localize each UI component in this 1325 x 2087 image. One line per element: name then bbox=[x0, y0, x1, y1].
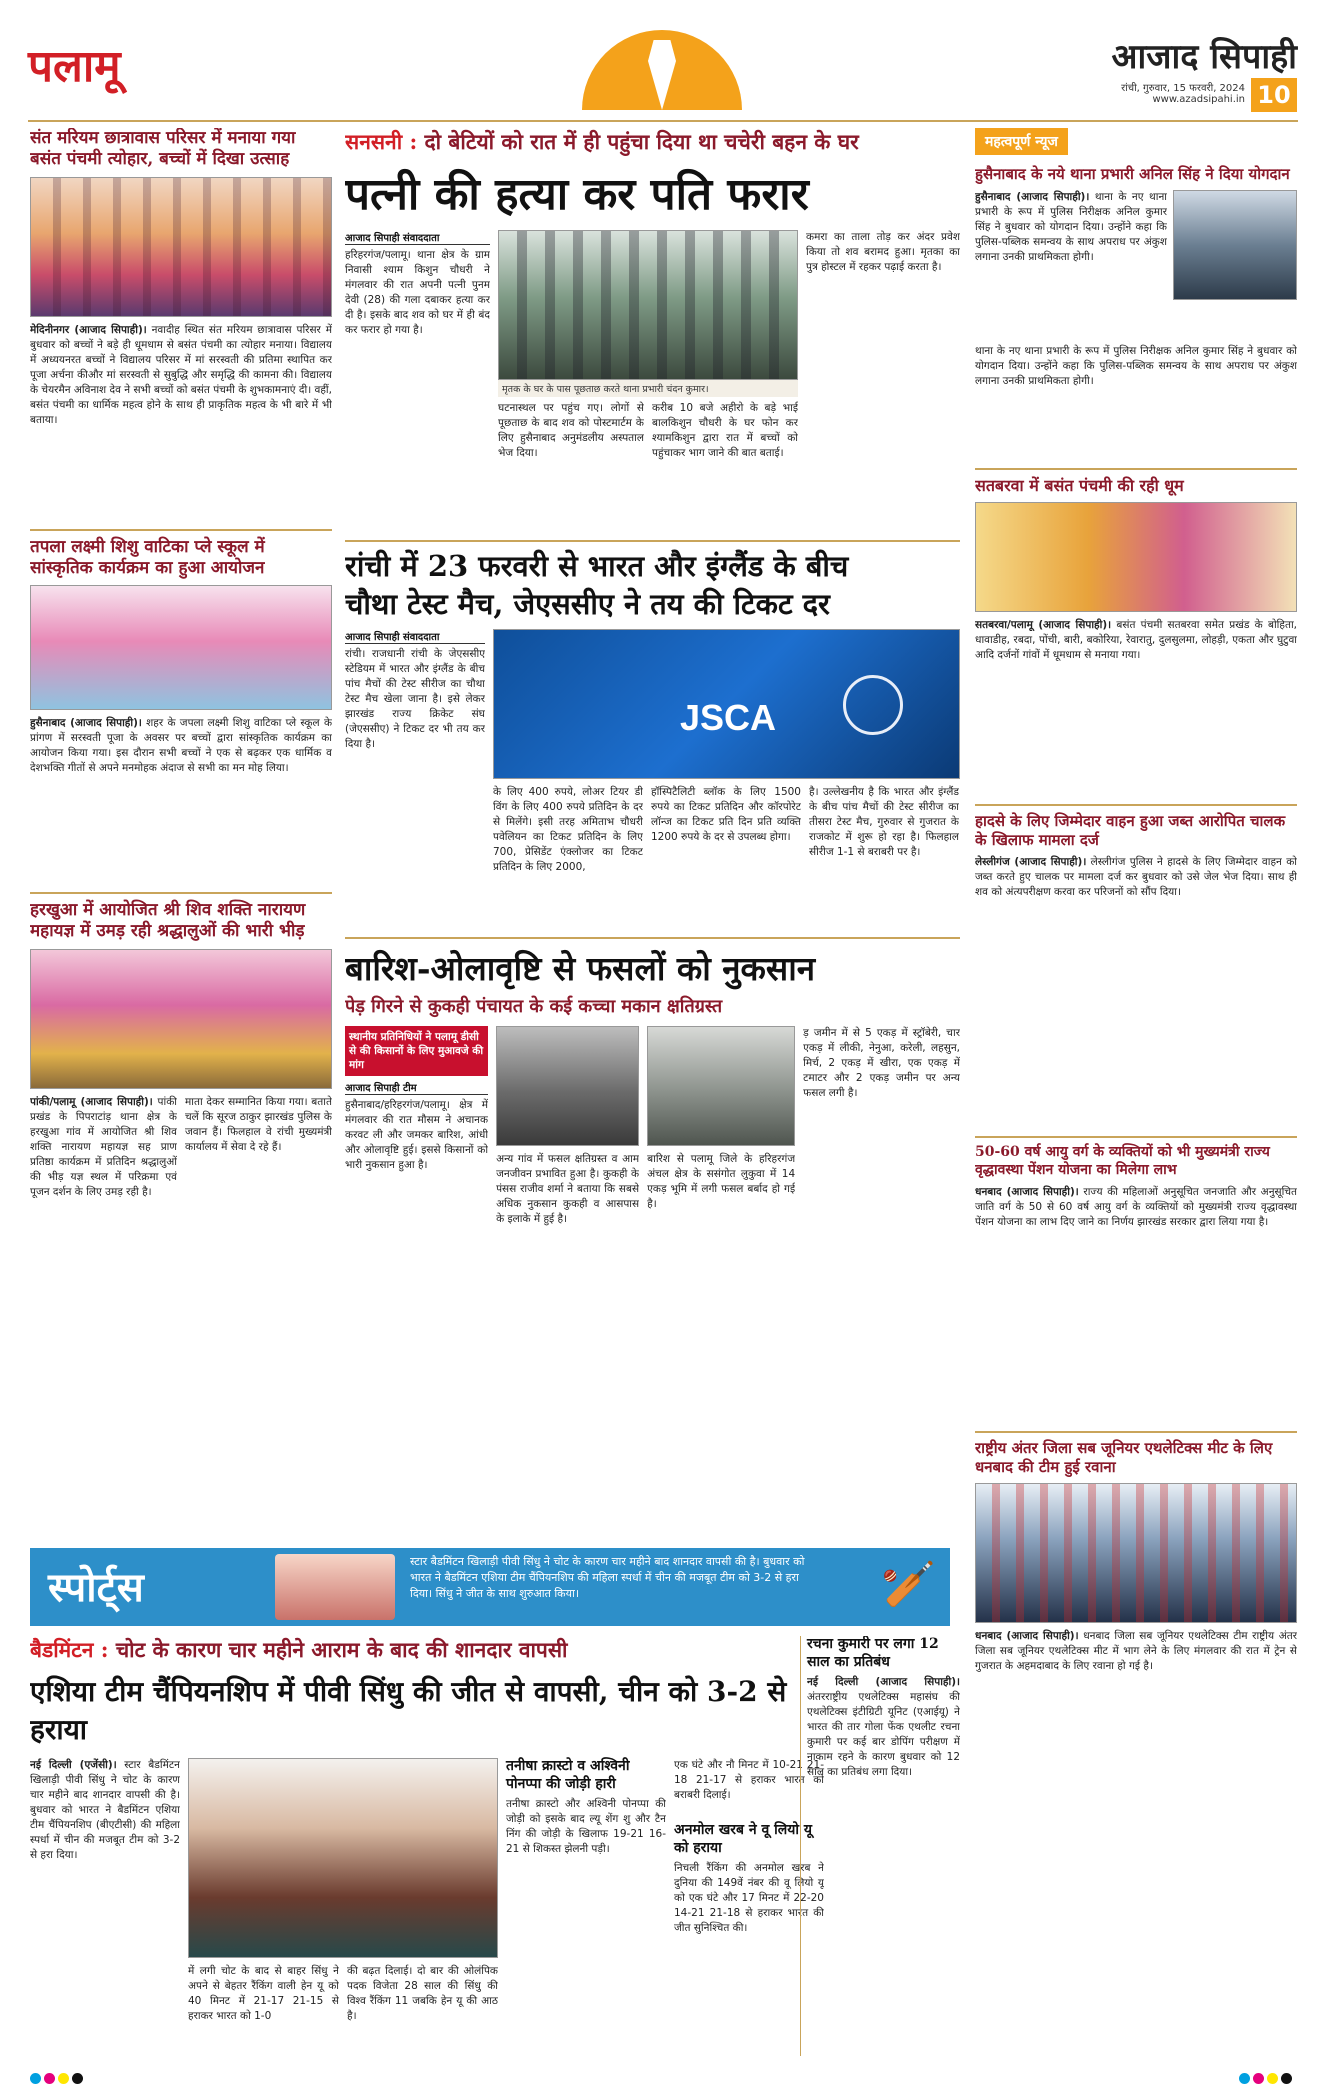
cricket-col-1 bbox=[345, 629, 485, 929]
photo-caption: मृतक के घर के पास पूछताछ करते थाना प्रभारी चंदन कुमार। bbox=[498, 380, 798, 397]
story-text: अंतरराष्ट्रीय एथलेटिक्स महासंघ की एथलेटिक्स इंटीग्रिटी यूनिट (एआईयू) ने भारत की तार गोला फेंक एथलीट रचना कुमारी पर कई बार डोपिंग परीक्षण में नाकाम रहने के कारण बुधवार को 12 साल का प्रतिबंध लगा दिया। bbox=[807, 1691, 960, 1778]
story-photo bbox=[30, 949, 332, 1089]
story-text: स्टार बैडमिंटन खिलाड़ी पीवी सिंधु ने चोट के कारण चार महीने बाद शानदार वापसी की है। बुधवार को भारत ने बैडमिंटन एशिया टीम चैंपियनशिप (बीएटीसी) की महिला स्पर्धा में चीन की मजबूत टीम को 3-2 से हरा दिया। bbox=[30, 1759, 180, 1861]
story-body bbox=[975, 618, 1297, 798]
story-body bbox=[30, 716, 332, 886]
cricket-headline-1[interactable]: रांची में 23 फरवरी से भारत और इंग्लैंड के बीच bbox=[345, 549, 849, 583]
rain-story bbox=[345, 1026, 960, 1466]
story-headline[interactable]: रचना कुमारी पर लगा 12 साल का प्रतिबंध bbox=[807, 1636, 939, 1670]
rain-col-2 bbox=[496, 1026, 639, 1466]
story-text: कमरा का ताला तोड़ कर अंदर प्रवेश किया तो शव बरामद हुआ। मृतका का पुत्र होस्टल में रहकर पढ़ाई करता है। bbox=[806, 231, 960, 273]
lead-photo bbox=[498, 230, 798, 380]
story-text: में लगी चोट के बाद से बाहर सिंधु ने अपने से बेहतर रैंकिंग वाली हेन यू को 40 मिनट में 21-17 21-15 से हराकर भारत को 1-0 bbox=[188, 1965, 339, 2022]
story-text: हॉस्पिटैलिटी ब्लॉक के लिए 1500 रुपये का टिकट प्रतिदिन और कॉरपोरेट लॉन्ज का टिकट प्रति दिन प्रति व्यक्ति 1200 रुपये के दर से उपलब्ध होगा। bbox=[651, 786, 801, 844]
jsca-sign: JSCA bbox=[680, 696, 777, 738]
story-text: राज्य की महिलाओं अनुसूचित जनजाति और अनुसूचित जाति वर्ग के 50 से 60 वर्ष आयु वर्ग के व्यक्तियों को मुख्यमंत्री राज्य वृद्धावस्था पेंशन योजना का लाभ दिए जाने का निर्णय झारखंड सरकार द्वारा लिया गया है। bbox=[975, 1186, 1297, 1229]
story-body bbox=[975, 1629, 1297, 1869]
dateline: नई दिल्ली (एजेंसी)। bbox=[30, 1759, 117, 1771]
right-column bbox=[975, 128, 1297, 2028]
divider bbox=[975, 468, 1297, 470]
story-body bbox=[30, 1095, 177, 1425]
lead-col-2 bbox=[498, 230, 798, 530]
dateline: सतबरवा/पलामू (आजाद सिपाही)। bbox=[975, 618, 1112, 631]
divider bbox=[30, 892, 332, 894]
top-divider bbox=[28, 120, 1298, 122]
cricket-story bbox=[345, 629, 960, 929]
flooded-field-photo bbox=[647, 1026, 795, 1146]
divider bbox=[975, 804, 1297, 806]
rain-col-1 bbox=[345, 1026, 488, 1466]
divider bbox=[30, 529, 332, 531]
divider bbox=[345, 937, 960, 939]
newspaper-logo-icon bbox=[582, 30, 742, 110]
story-text: अन्य गांव में फसल क्षतिग्रस्त व आम जनजीवन प्रभावित हुआ है। कुकही के पंसस राजीव शर्मा ने बताया कि सबसे अधिक नुकसान कुकही व आसपास के इलाके में हुई है। bbox=[496, 1153, 640, 1226]
dateline: लेस्लीगंज (आजाद सिपाही)। bbox=[975, 856, 1087, 869]
registration-dots-right bbox=[1239, 2069, 1295, 2081]
story-headline[interactable]: हादसे के लिए जिम्मेदार वाहन हुआ जब्त आरोपित चालक के खिलाफ मामला दर्ज bbox=[975, 811, 1286, 849]
sports-blurb: स्टार बैडमिंटन खिलाड़ी पीवी सिंधु ने चोट के कारण चार महीने बाद शानदार वापसी की है। बुधवार को भारत ने बैडमिंटन एशिया टीम चैंपियनशिप की महिला स्पर्धा में चीन की मजबूत टीम को 3-2 से हरा दिया। सिंधु ने जीत के साथ शुरुआत किया। bbox=[410, 1555, 805, 1600]
section-title: पलामू bbox=[28, 41, 121, 92]
story-headline[interactable]: 50-60 वर्ष आयु वर्ग के व्यक्तियों को भी मुख्यमंत्री राज्य वृद्धावस्था पेंशन योजना का मिलेगा लाभ bbox=[975, 1144, 1270, 1178]
issue-date: रांची, गुरुवार, 15 फरवरी, 2024 bbox=[1121, 83, 1245, 94]
sidebar-tag: महत्वपूर्ण न्यूज bbox=[975, 128, 1068, 155]
story-headline[interactable]: सतबरवा में बसंत पंचमी की रही धूम bbox=[975, 475, 1184, 495]
story-text: बसंत पंचमी सतबरवा समेत प्रखंड के बोहिता, धावाडीह, रबदा, पोंची, बारी, बकोरिया, रेवारातु, दुलसुलमा, लोहड़ी, एकता और घुटुवा आदि दर्जनों गांवों में धूमधाम से मनाया गया। bbox=[975, 618, 1297, 661]
story-text: लेस्लीगंज पुलिस ने हादसे के लिए जिम्मेदार वाहन को जब्त करते हुए चालक पर मामला दर्ज कर बुधवार को उसे जेल भेज दिया। साथ ही शव को अंत्यपरीक्षण करवा कर परिजनों को सौंप दिया। bbox=[975, 856, 1297, 899]
athletes-team-photo bbox=[975, 1483, 1297, 1623]
kicker-text: दो बेटियों को रात में ही पहुंचा दिया था चचेरी बहन के घर bbox=[424, 129, 859, 154]
sindhu-photo-col bbox=[188, 1758, 498, 2048]
story-headline[interactable]: तपला लक्ष्मी शिशु वाटिका प्ले स्कूल में सांस्कृतिक कार्यक्रम का हुआ आयोजन bbox=[30, 536, 265, 578]
dateline: हुसैनाबाद (आजाद सिपाही)। bbox=[975, 190, 1090, 203]
dateline: हुसैनाबाद (आजाद सिपाही)। bbox=[30, 717, 142, 729]
story-text: माता देकर सम्मानित किया गया। बताते चलें कि सूरज ठाकुर झारखंड पुलिस के जवान हैं। फिलहाल वे रांची मुख्यमंत्री कार्यालय में सेवा दे रहे हैं। bbox=[185, 1095, 332, 1153]
story-text: हरिहरगंज/पलामू। थाना क्षेत्र के ग्राम निवासी श्याम किशुन चौधरी ने मंगलवार की रात अपनी पत्नी पुनम देवी (28) की गला दबाकर हत्या कर दी है। इसके बाद शव को घर में ही बंद कर फरार हो गया है। bbox=[345, 249, 490, 336]
highlight-box: स्थानीय प्रतिनिधियों ने पलामू डीसी से की किसानों के लिए मुआवजे की मांग bbox=[345, 1026, 488, 1076]
story-body bbox=[185, 1095, 332, 1425]
story-text: शहर के जपला लक्ष्मी शिशु वाटिका प्ले स्कूल के प्रांगण में सरस्वती पूजा के अवसर पर बच्चों द्वारा सांस्कृतिक कार्यक्रम का आयोजन किया गया। इस दौरान सभी बच्चों ने एक से बढ़कर एक धार्मिक व देशभक्ति गीतों से अपने मनमोहक अंदाज से सभी का मन मोह लिया। bbox=[30, 717, 332, 774]
story-text: थाना के नए थाना प्रभारी के रूप में पुलिस निरीक्षक अनिल कुमार सिंह ने बुधवार को योगदान दिया। उन्होंने कहा कि पुलिस-पब्लिक समन्वय के साथ अपराध पर अंकुश लगाना उनकी प्राथमिकता होगी। bbox=[975, 190, 1167, 263]
story-text: करीब 10 बजे अहीरो के बड़े भाई बालकिशुन चौधरी के घर फोन कर श्यामकिशुन द्वारा रात में बच्चों को पहुंचाकर भाग जाने की बात बताई। bbox=[652, 402, 798, 459]
cricket-headline-2[interactable]: चौथा टेस्ट मैच, जेएससीए ने तय की टिकट दर bbox=[345, 586, 830, 621]
byline: आजाद सिपाही संवाददाता bbox=[345, 629, 485, 644]
story-body bbox=[30, 1758, 180, 2048]
story-body bbox=[975, 1185, 1297, 1425]
cricket-player-icon: 🏏 bbox=[881, 1559, 936, 1610]
story-text: एक घंटे और नौ मिनट में 10-21 21-18 21-17 से हराकर भारत को बराबरी दिलाई। bbox=[674, 1759, 824, 1801]
dateline: पांकी/पलामू (आजाद सिपाही)। bbox=[30, 1095, 153, 1108]
center-column bbox=[345, 128, 960, 1538]
sindhu-sub-columns bbox=[188, 1964, 498, 2048]
sports-sub-col-1 bbox=[506, 1758, 666, 2048]
sindhu-photo bbox=[188, 1758, 498, 1958]
registration-dots-left bbox=[30, 2069, 86, 2081]
story-text: घटनास्थल पर पहुंच गए। लोगों से पूछताछ के बाद शव को पोस्टमार्टम के लिए हुसैनाबाद अनुमंडलीय अस्पताल भेज दिया। bbox=[498, 402, 644, 459]
lead-story bbox=[345, 230, 960, 530]
left-column bbox=[30, 128, 332, 1538]
sports-banner bbox=[30, 1548, 950, 1626]
cricket-sub-columns bbox=[493, 785, 960, 905]
rain-headline[interactable]: बारिश-ओलावृष्टि से फसलों को नुकसान bbox=[345, 949, 816, 989]
jsca-emblem-icon bbox=[843, 675, 903, 735]
story-text: के लिए 400 रुपये, लोअर टियर डी विंग के लिए 400 रुपये प्रतिदिन के दर से मिलेंगे। इसी तरह अमिताभ चौधरी पवेलियन का टिकट प्रतिदिन के लिए 700, प्रेसिडेंट एंक्लोजर का टिकट प्रतिदिन के लिए 2000, bbox=[493, 786, 643, 874]
story-text: हुसैनाबाद/हरिहरगंज/पलामू। क्षेत्र में मंगलवार की रात मौसम ने अचानक करवट ली और जमकर बारिश, आंधी और ओलावृष्टि हुई। इससे किसानों को भारी नुकसान हुआ है। bbox=[345, 1099, 489, 1172]
divider bbox=[975, 1431, 1297, 1433]
page-number: 10 bbox=[1251, 78, 1297, 112]
story-body bbox=[807, 1675, 960, 2035]
kicker-text: चोट के कारण चार महीने आराम के बाद की शानदार वापसी bbox=[115, 1637, 568, 1662]
story-body bbox=[975, 855, 1297, 1130]
masthead bbox=[0, 0, 1325, 118]
kicker: बैडमिंटन : bbox=[30, 1637, 109, 1662]
dateline: मेदिनीनगर (आजाद सिपाही)। bbox=[30, 323, 147, 336]
story-text: पांकी प्रखंड के पिपराटांड़ थाना क्षेत्र के हरखुआ गांव में आयोजित श्री शिव शक्ति नारायण महायज्ञ सह प्राण प्रतिष्ठा कार्यक्रम में प्रतिदिन श्रद्धालुओं की भीड़ यज्ञ स्थल में परिक्रमा एवं पूजन दर्शन के लिए उमड़ रही है। bbox=[30, 1095, 177, 1198]
story-text: नवादीह स्थित संत मरियम छात्रावास परिसर में बुधवार को बच्चों ने बड़े ही धूमधाम से बसंत पंचमी का त्योहार मनाया। विद्यालय में अध्ययनरत बच्चों ने विद्यालय परिसर में मां सरस्वती की प्रतिमा स्थापित कर पूजा अर्चना कीऔर मां सरस्वती से सुबुद्धि और समृद्धि की कामना की। विद्यालय के चेयरमैन अविनाश देव ने सभी बच्चों को बसंत पंचमी के शुभकामनाएं दी। वहीं, बसंत पंचमी का धार्मिक महत्व होने के साथ ही प्राकृतिक महत्व के भी बारे में भी बताया। bbox=[30, 323, 332, 426]
story-text: रांची। राजधानी रांची के जेएससीए स्टेडियम में भारत और इंग्लैंड के बीच पांच मैचों की टेस्ट सीरीज का चौथा टेस्ट मैच खेला जाना है। इसे लेकर झारखंड राज्य क्रिकेट संघ (जेएससीए) ने टिकट दर भी तय कर दिया है। bbox=[345, 648, 485, 751]
cricket-col-2 bbox=[493, 629, 960, 929]
divider bbox=[975, 1136, 1297, 1138]
story-headline[interactable]: राष्ट्रीय अंतर जिला सब जूनियर एथलेटिक्स मीट के लिए धनबाद की टीम हुई रवाना bbox=[975, 1439, 1273, 1476]
story-headline[interactable]: हुसैनाबाद के नये थाना प्रभारी अनिल सिंह ने दिया योगदान bbox=[975, 165, 1290, 183]
lead-headline[interactable]: पत्नी की हत्या कर पति फरार bbox=[345, 169, 809, 220]
story-body-continued: थाना के नए थाना प्रभारी के रूप में पुलिस निरीक्षक अनिल कुमार सिंह ने बुधवार को योगदान दिया। उन्होंने कहा कि पुलिस-पब्लिक समन्वय के साथ अपराध पर अंकुश लगाना उनकी प्राथमिकता होगी। bbox=[975, 344, 1297, 387]
byline: आजाद सिपाही संवाददाता bbox=[345, 230, 490, 245]
jsca-photo bbox=[493, 629, 960, 779]
lead-sub-columns bbox=[498, 401, 798, 521]
newspaper-name: आजाद सिपाही bbox=[1111, 37, 1297, 77]
dateline: धनबाद (आजाद सिपाही)। bbox=[975, 1186, 1079, 1199]
sindhu-thumbnail bbox=[275, 1554, 395, 1620]
story-with-photo bbox=[975, 190, 1297, 340]
story-text: तनीषा क्रास्टो और अश्विनी पोनप्पा की जोड़ी को इसके बाद ल्यू शेंग शु और टैन निंग की जोड़ी के खिलाफ 19-21 16-21 से शिकस्त झेलनी पड़ी। bbox=[506, 1798, 666, 1855]
kicker: सनसनी : bbox=[345, 129, 418, 154]
story-text: धनबाद जिला सब जूनियर एथलेटिक्स टीम राष्ट्रीय अंतर जिला सब जूनियर एथलेटिक्स मीट में भाग लेने के लिए मंगलवार की रात में ट्रेन से गुजरात के अहमदाबाद के लिए रवाना हो गई है। bbox=[975, 1629, 1297, 1672]
story-body bbox=[975, 190, 1167, 340]
story-headline[interactable]: अनमोल खरब ने वू लियो यू को हराया bbox=[674, 1822, 813, 1856]
rachna-story bbox=[800, 1636, 960, 2056]
sports-headline[interactable]: एशिया टीम चैंपियनशिप में पीवी सिंधु की जीत से वापसी, चीन को 3-2 से हराया bbox=[30, 1675, 787, 1746]
lead-col-1 bbox=[345, 230, 490, 530]
story-headline[interactable]: हरखुआ में आयोजित श्री शिव शक्ति नारायण महायज्ञ में उमड़ रही श्रद्धालुओं की भारी भीड़ bbox=[30, 900, 306, 942]
story-text: निचली रैंकिंग की अनमोल खरब ने दुनिया की 149वें नंबर की वू लियो यू को एक घंटे और 17 मिनट में 22-20 14-21 21-18 से हराकर भारत की जीत सुनिश्चित की। bbox=[674, 1862, 824, 1934]
story-columns bbox=[30, 1095, 332, 1425]
story-text: की बढ़त दिलाई। दो बार की ओलंपिक पदक विजेता 28 साल की सिंधु की विश्व रैंकिंग 11 जबकि हेन यू की आठ है। bbox=[347, 1965, 498, 2022]
story-photo bbox=[30, 585, 332, 710]
story-photo bbox=[975, 502, 1297, 612]
story-headline[interactable]: संत मरियम छात्रावास परिसर में मनाया गया बसंत पंचमी त्योहार, बच्चों में दिखा उत्साह bbox=[30, 128, 296, 170]
story-headline[interactable]: तनीषा क्रास्टो व अश्विनी पोनप्पा की जोड़ी हारी bbox=[506, 1758, 630, 1792]
story-text: बारिश से पलामू जिले के हरिहरगंज अंचल क्षेत्र के ससंगोत लुकुवा में 14 एकड़ भूमि में लगी फसल बर्बाद हो गई है। bbox=[647, 1153, 796, 1211]
sports-section-title: स्पोर्ट्स bbox=[48, 1564, 144, 1611]
lead-kicker-line bbox=[345, 128, 960, 156]
byline: आजाद सिपाही टीम bbox=[345, 1080, 488, 1095]
dateline: धनबाद (आजाद सिपाही)। bbox=[975, 1629, 1079, 1642]
website-url[interactable]: www.azadsipahi.in bbox=[1152, 94, 1245, 105]
damaged-house-photo bbox=[496, 1026, 639, 1146]
story-text: ड़ जमीन में से 5 एकड़ में स्ट्रॉबेरी, चार एकड़ में लीकी, नेनुआ, करेली, लहसुन, मिर्च, 2 एकड़ में खीरा, एक एकड़ में टमाटर और 2 एकड़ जमीन पर अन्य फसल लगी है। bbox=[803, 1027, 960, 1100]
story-body bbox=[30, 323, 332, 523]
story-text: है। उल्लेखनीय है कि भारत और इंग्लैंड के बीच पांच मैचों की टेस्ट सीरीज का तीसरा टेस्ट मैच, गुरुवार से गुजरात के राजकोट में शुरू हो रहा है। फिलहाल सीरीज 1-1 से बराबरी पर है। bbox=[809, 786, 959, 859]
rain-subheadline: पेड़ गिरने से कुकही पंचायत के कई कच्चा मकान क्षतिग्रस्त bbox=[345, 996, 723, 1018]
officer-photo bbox=[1173, 190, 1297, 300]
divider bbox=[345, 540, 960, 542]
rain-col-3 bbox=[647, 1026, 795, 1466]
story-photo bbox=[30, 177, 332, 317]
dateline: नई दिल्ली (आजाद सिपाही)। bbox=[807, 1676, 960, 1688]
